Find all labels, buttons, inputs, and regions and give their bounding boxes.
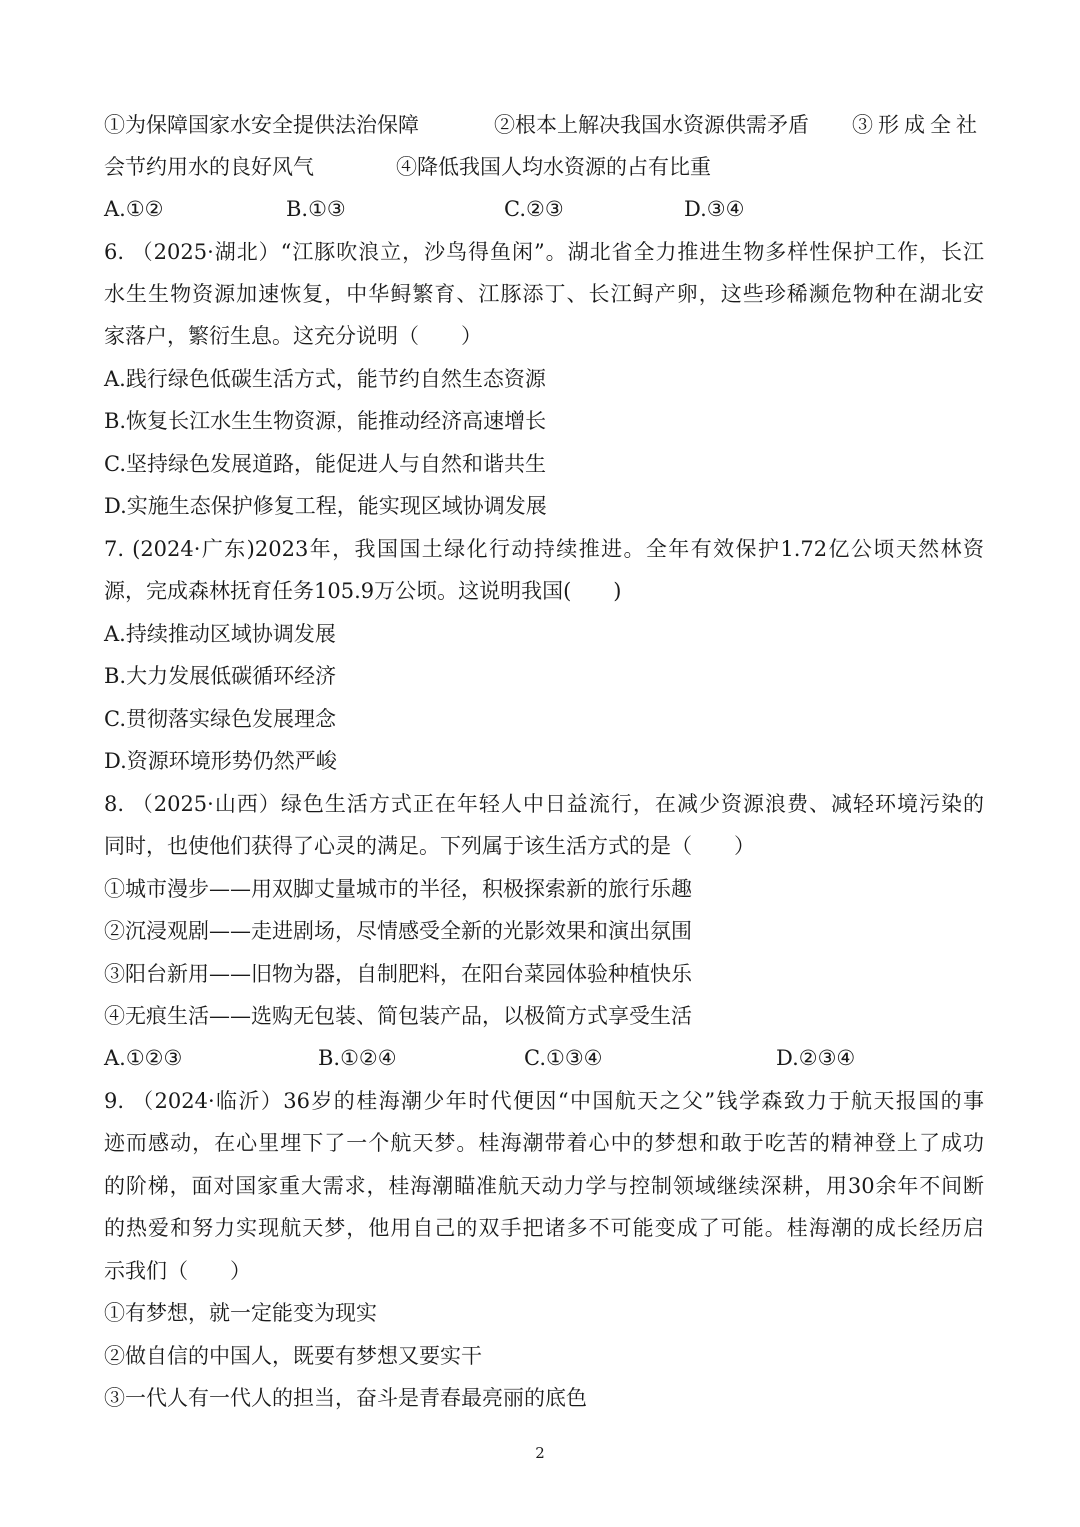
q9-stem-line2: 迹而感动，在心里埋下了一个航天梦。桂海潮带着心中的梦想和敢于吃苦的精神登上了成功 bbox=[104, 1131, 984, 1155]
q7-option-d: D.资源环境形势仍然严峻 bbox=[104, 749, 337, 773]
q5-option-b: B.①③ bbox=[286, 197, 346, 221]
q9-stem-line3: 的阶梯，面对国家重大需求，桂海潮瞄准航天动力学与控制领域继续深耕，用30余年不间断 bbox=[104, 1174, 984, 1198]
q8-statement-1: ①城市漫步——用双脚丈量城市的半径，积极探索新的旅行乐趣 bbox=[104, 877, 692, 901]
q7-option-b: B.大力发展低碳循环经济 bbox=[104, 664, 337, 688]
q8-stem-line2: 同时，也使他们获得了心灵的满足。下列属于该生活方式的是（ ） bbox=[104, 834, 755, 858]
q7-stem-line1: 7. (2024·广东)2023年，我国国土绿化行动持续推进。全年有效保护1.72亿公顷天然林资 bbox=[104, 537, 984, 561]
q8-stem-line1: 8. （2025·山西）绿色生活方式正在年轻人中日益流行，在减少资源浪费、减轻环境污染的 bbox=[104, 792, 984, 816]
q5-statement-3a: ③形成全社 bbox=[852, 113, 982, 137]
q8-option-d: D.②③④ bbox=[776, 1046, 856, 1070]
q7-option-a: A.持续推动区域协调发展 bbox=[104, 622, 336, 646]
q9-statement-3: ③一代人有一代人的担当，奋斗是青春最亮丽的底色 bbox=[104, 1386, 587, 1410]
q9-statement-1: ①有梦想，就一定能变为现实 bbox=[104, 1301, 377, 1325]
q5-statement-3b: 会节约用水的良好风气 bbox=[104, 155, 314, 179]
q8-option-c: C.①③④ bbox=[524, 1046, 603, 1070]
q6-stem-line1: 6. （2025·湖北）“江豚吹浪立，沙鸟得鱼闲”。湖北省全力推进生物多样性保护工作，长江 bbox=[104, 240, 984, 264]
q5-option-a: A.①② bbox=[104, 197, 164, 221]
q9-statement-2: ②做自信的中国人，既要有梦想又要实干 bbox=[104, 1344, 482, 1368]
q8-statement-4: ④无痕生活——选购无包装、简包装产品，以极简方式享受生活 bbox=[104, 1004, 692, 1028]
q8-statement-3: ③阳台新用——旧物为器，自制肥料，在阳台菜园体验种植快乐 bbox=[104, 962, 692, 986]
q7-stem-line2: 源，完成森林抚育任务105.9万公顷。这说明我国( ) bbox=[104, 579, 622, 603]
q6-option-d: D.实施生态保护修复工程，能实现区域协调发展 bbox=[104, 494, 547, 518]
q5-option-d: D.③④ bbox=[684, 197, 745, 221]
q8-statement-2: ②沉浸观剧——走进剧场，尽情感受全新的光影效果和演出氛围 bbox=[104, 919, 692, 943]
q6-option-c: C.坚持绿色发展道路，能促进人与自然和谐共生 bbox=[104, 452, 546, 476]
q9-stem-line1: 9. （2024·临沂）36岁的桂海潮少年时代便因“中国航天之父”钱学森致力于航天报国的事 bbox=[104, 1089, 984, 1113]
q8-option-b: B.①②④ bbox=[318, 1046, 397, 1070]
q9-stem-line4: 的热爱和努力实现航天梦，他用自己的双手把诸多不可能变成了可能。桂海潮的成长经历启 bbox=[104, 1216, 984, 1240]
page-number: 2 bbox=[535, 1444, 545, 1462]
q6-stem-line2: 水生生物资源加速恢复，中华鲟繁育、江豚添丁、长江鲟产卵，这些珍稀濒危物种在湖北安 bbox=[104, 282, 984, 306]
q5-statement-1: ①为保障国家水安全提供法治保障 bbox=[104, 113, 419, 137]
q6-option-a: A.践行绿色低碳生活方式，能节约自然生态资源 bbox=[104, 367, 546, 391]
q9-stem-line5: 示我们（ ） bbox=[104, 1259, 251, 1283]
q5-statement-4: ④降低我国人均水资源的占有比重 bbox=[396, 155, 711, 179]
q8-option-a: A.①②③ bbox=[104, 1046, 183, 1070]
q5-option-c: C.②③ bbox=[504, 197, 564, 221]
q6-option-b: B.恢复长江水生生物资源，能推动经济高速增长 bbox=[104, 409, 547, 433]
q6-stem-line3: 家落户，繁衍生息。这充分说明（ ） bbox=[104, 324, 482, 348]
q7-option-c: C.贯彻落实绿色发展理念 bbox=[104, 707, 336, 731]
q5-statement-2: ②根本上解决我国水资源供需矛盾 bbox=[494, 113, 809, 137]
